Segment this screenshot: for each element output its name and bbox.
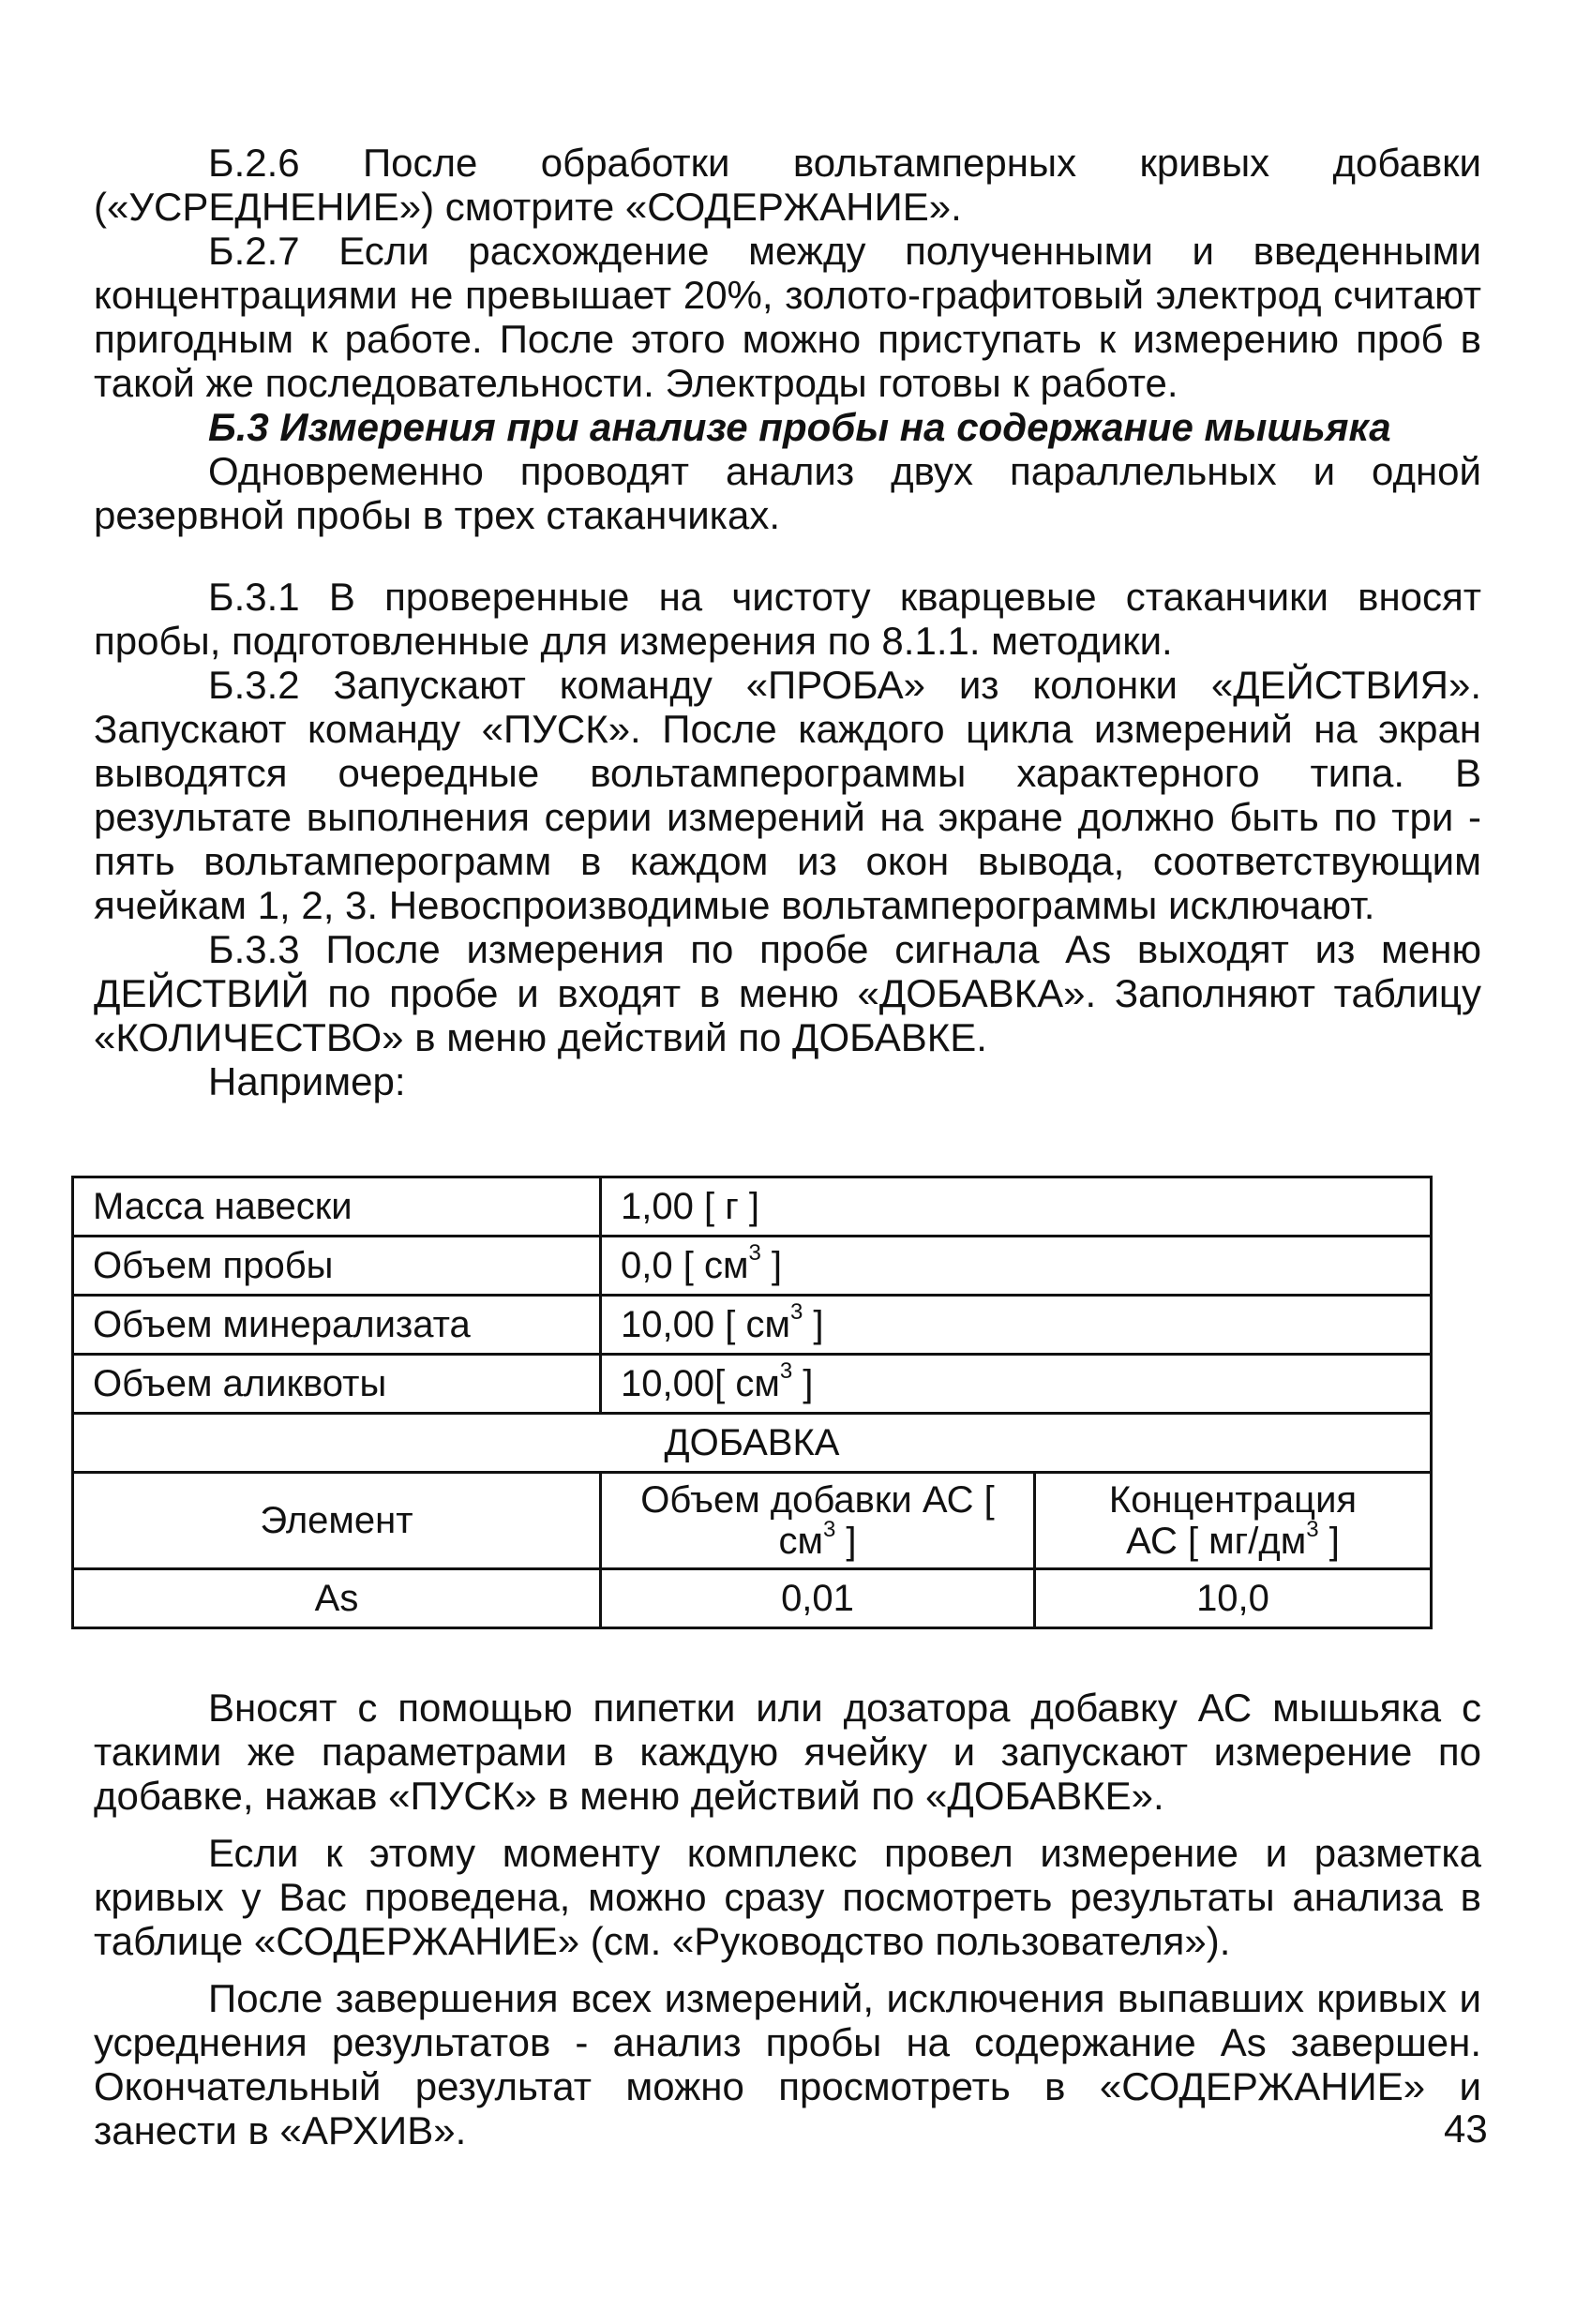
param-label: Объем пробы [73, 1237, 601, 1296]
section-heading: Б.3 Измерения при анализе пробы на содержание мышьяка [208, 405, 1391, 449]
paragraph-after-2: Если к этому моменту комплекс провел измерение и разметка кривых у Вас проведена, можно сразу посмотреть результаты анализа в таблице «СОДЕРЖАНИЕ» (см. «Руководство пользователя»). [94, 1831, 1481, 1963]
table-row [73, 1296, 1432, 1355]
paragraph-b-2-6: Б.2.6 После обработки вольтамперных кривых добавки («УСРЕДНЕНИЕ») смотрите «СОДЕРЖАНИЕ». [94, 141, 1481, 229]
param-value: 0,0 [ $см^3$ ] [601, 1237, 1432, 1296]
table-section-row [73, 1414, 1432, 1473]
body-text-after [94, 1686, 1481, 2152]
example-label: Например: [208, 1059, 406, 1103]
paragraph-intro: Одновременно проводят анализ двух параллельных и одной резервной пробы в трех стаканчиках. [94, 449, 1481, 537]
paragraph-b-3-1: Б.3.1 В проверенные на чистоту кварцевые стаканчики вносят пробы, подготовленные для измерения по 8.1.1. методики. [94, 575, 1481, 663]
cell-element: As [73, 1569, 601, 1628]
additive-table [71, 1176, 1433, 1629]
table-row [73, 1355, 1432, 1414]
table-header-row [73, 1473, 1432, 1569]
header-concentration: Концентрация АС [ $мг/дм^3$ ] [1035, 1473, 1432, 1569]
header-volume: Объем добавки АС [ $см^3$ ] [601, 1473, 1035, 1569]
param-label: Объем аликвоты [73, 1355, 601, 1414]
header-element: Элемент [73, 1473, 601, 1569]
paragraph-b-2-7: Б.2.7 Если расхождение между полученными и введенными концентрациями не превышает 20%, золото-графитовый электрод считают пригодным к работе. После этого можно приступать к измерению проб в такой же последовательности. Электроды готовы к работе. [94, 229, 1481, 405]
table-row [73, 1177, 1432, 1237]
cell-concentration: 10,0 [1035, 1569, 1432, 1628]
param-value: 1,00 [ г ] [601, 1177, 1432, 1237]
body-text-top [94, 141, 1481, 1103]
paragraph-after-3: После завершения всех измерений, исключения выпавших кривых и усреднения результатов - анализ пробы на содержание As завершен. Окончательный результат можно просмотреть в «СОДЕРЖАНИЕ» и занести в «АРХИВ». [94, 1976, 1481, 2152]
table-row [73, 1237, 1432, 1296]
additive-section-title: ДОБАВКА [73, 1414, 1432, 1473]
param-value: 10,00[ $см^3$ ] [601, 1355, 1432, 1414]
param-label: Масса навески [73, 1177, 601, 1237]
param-label: Объем минерализата [73, 1296, 601, 1355]
table-data-row [73, 1569, 1432, 1628]
param-value: 10,00 [ $см^3$ ] [601, 1296, 1432, 1355]
cell-volume: 0,01 [601, 1569, 1035, 1628]
page-number: 43 [1444, 2107, 1488, 2151]
paragraph-b-3-2: Б.3.2 Запускают команду «ПРОБА» из колонки «ДЕЙСТВИЯ». Запускают команду «ПУСК». После каждого цикла измерений на экран выводятся очередные вольтамперограммы характерного типа. В результате выполнения серии измерений на экране должно быть по три - пять вольтамперограмм в каждом из окон вывода, соответствующим ячейкам 1, 2, 3. Невоспроизводимые вольтамперограммы исключают. [94, 663, 1481, 927]
paragraph-b-3-3: Б.3.3 После измерения по пробе сигнала As выходят из меню ДЕЙСТВИЙ по пробе и входят в меню «ДОБАВКА». Заполняют таблицу «КОЛИЧЕСТВО» в меню действий по ДОБАВКЕ. [94, 927, 1481, 1059]
paragraph-after-1: Вносят с помощью пипетки или дозатора добавку АС мышьяка с такими же параметрами в каждую ячейку и запускают измерение по добавке, нажав «ПУСК» в меню действий по «ДОБАВКЕ». [94, 1686, 1481, 1818]
